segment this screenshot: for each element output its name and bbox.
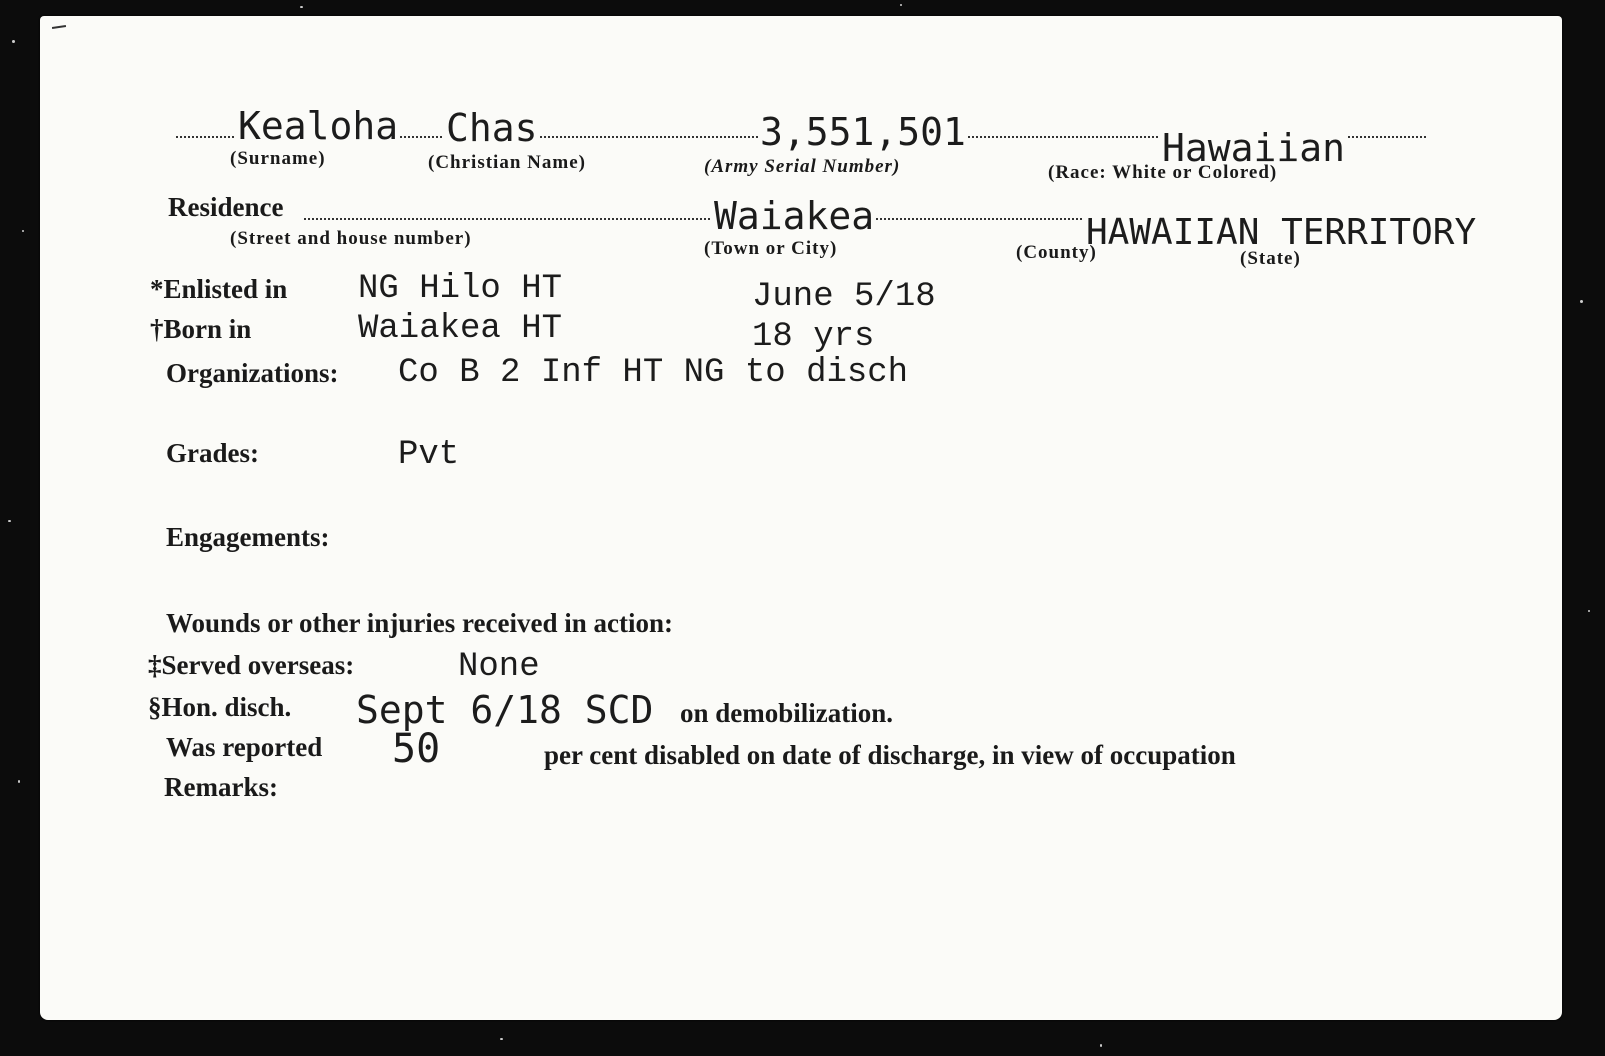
record-card <box>40 16 1562 1020</box>
organizations-value: Co B 2 Inf HT NG to disch <box>398 354 909 392</box>
wounds-label: Wounds or other injuries received in action: <box>166 608 674 638</box>
residence-state-value: HAWAIIAN TERRITORY <box>1086 212 1477 253</box>
caption-christian-name: (Christian Name) <box>428 152 586 173</box>
christian-name-value: Chas <box>446 106 538 150</box>
noise-speck <box>8 520 11 522</box>
race-value: Hawaiian <box>1162 126 1346 170</box>
surname-value: Kealoha <box>238 104 399 148</box>
served-overseas-label: ‡Served overseas: <box>148 650 355 680</box>
discharge-suffix: on demobilization. <box>680 698 894 728</box>
noise-speck <box>900 4 902 6</box>
grades-label: Grades: <box>166 438 259 468</box>
engagements-label: Engagements: <box>166 522 330 552</box>
honorable-discharge-label: §Hon. disch. <box>148 692 292 722</box>
born-label: †Born in <box>150 314 252 344</box>
remarks-label: Remarks: <box>164 772 278 802</box>
noise-speck <box>12 40 15 43</box>
noise-speck <box>22 230 24 232</box>
residence-label: Residence <box>168 192 284 222</box>
noise-speck <box>1588 610 1590 612</box>
noise-speck <box>1580 300 1583 303</box>
enlisted-label: *Enlisted in <box>150 274 288 304</box>
corner-mark <box>52 25 66 29</box>
born-place-value: Waiakea HT <box>358 310 563 348</box>
organizations-label: Organizations: <box>166 358 339 388</box>
noise-speck <box>300 6 303 8</box>
age-value: 18 yrs <box>752 318 875 356</box>
caption-race: (Race: White or Colored) <box>1048 162 1278 183</box>
enlisted-date-value: June 5/18 <box>752 278 936 316</box>
caption-state: (State) <box>1240 248 1301 269</box>
served-overseas-value: None <box>458 648 540 686</box>
caption-town: (Town or City) <box>704 238 838 259</box>
enlisted-place-value: NG Hilo HT <box>358 270 563 308</box>
reported-label: Was reported <box>166 732 323 762</box>
noise-speck <box>500 1038 503 1040</box>
noise-speck <box>18 780 20 783</box>
residence-town-value: Waiakea <box>714 194 875 238</box>
grades-value: Pvt <box>398 436 460 474</box>
disability-percent-value: 50 <box>392 726 441 772</box>
honorable-discharge-value: Sept 6/18 SCD <box>356 688 654 732</box>
caption-street: (Street and house number) <box>230 228 472 249</box>
disability-suffix: per cent disabled on date of discharge, in view of occupation <box>544 740 1236 770</box>
serial-number-value: 3,551,501 <box>760 110 966 154</box>
caption-surname: (Surname) <box>230 148 326 169</box>
caption-army-serial: (Army Serial Number) <box>704 156 901 177</box>
caption-county: (County) <box>1016 242 1097 263</box>
noise-speck <box>1100 1044 1102 1047</box>
